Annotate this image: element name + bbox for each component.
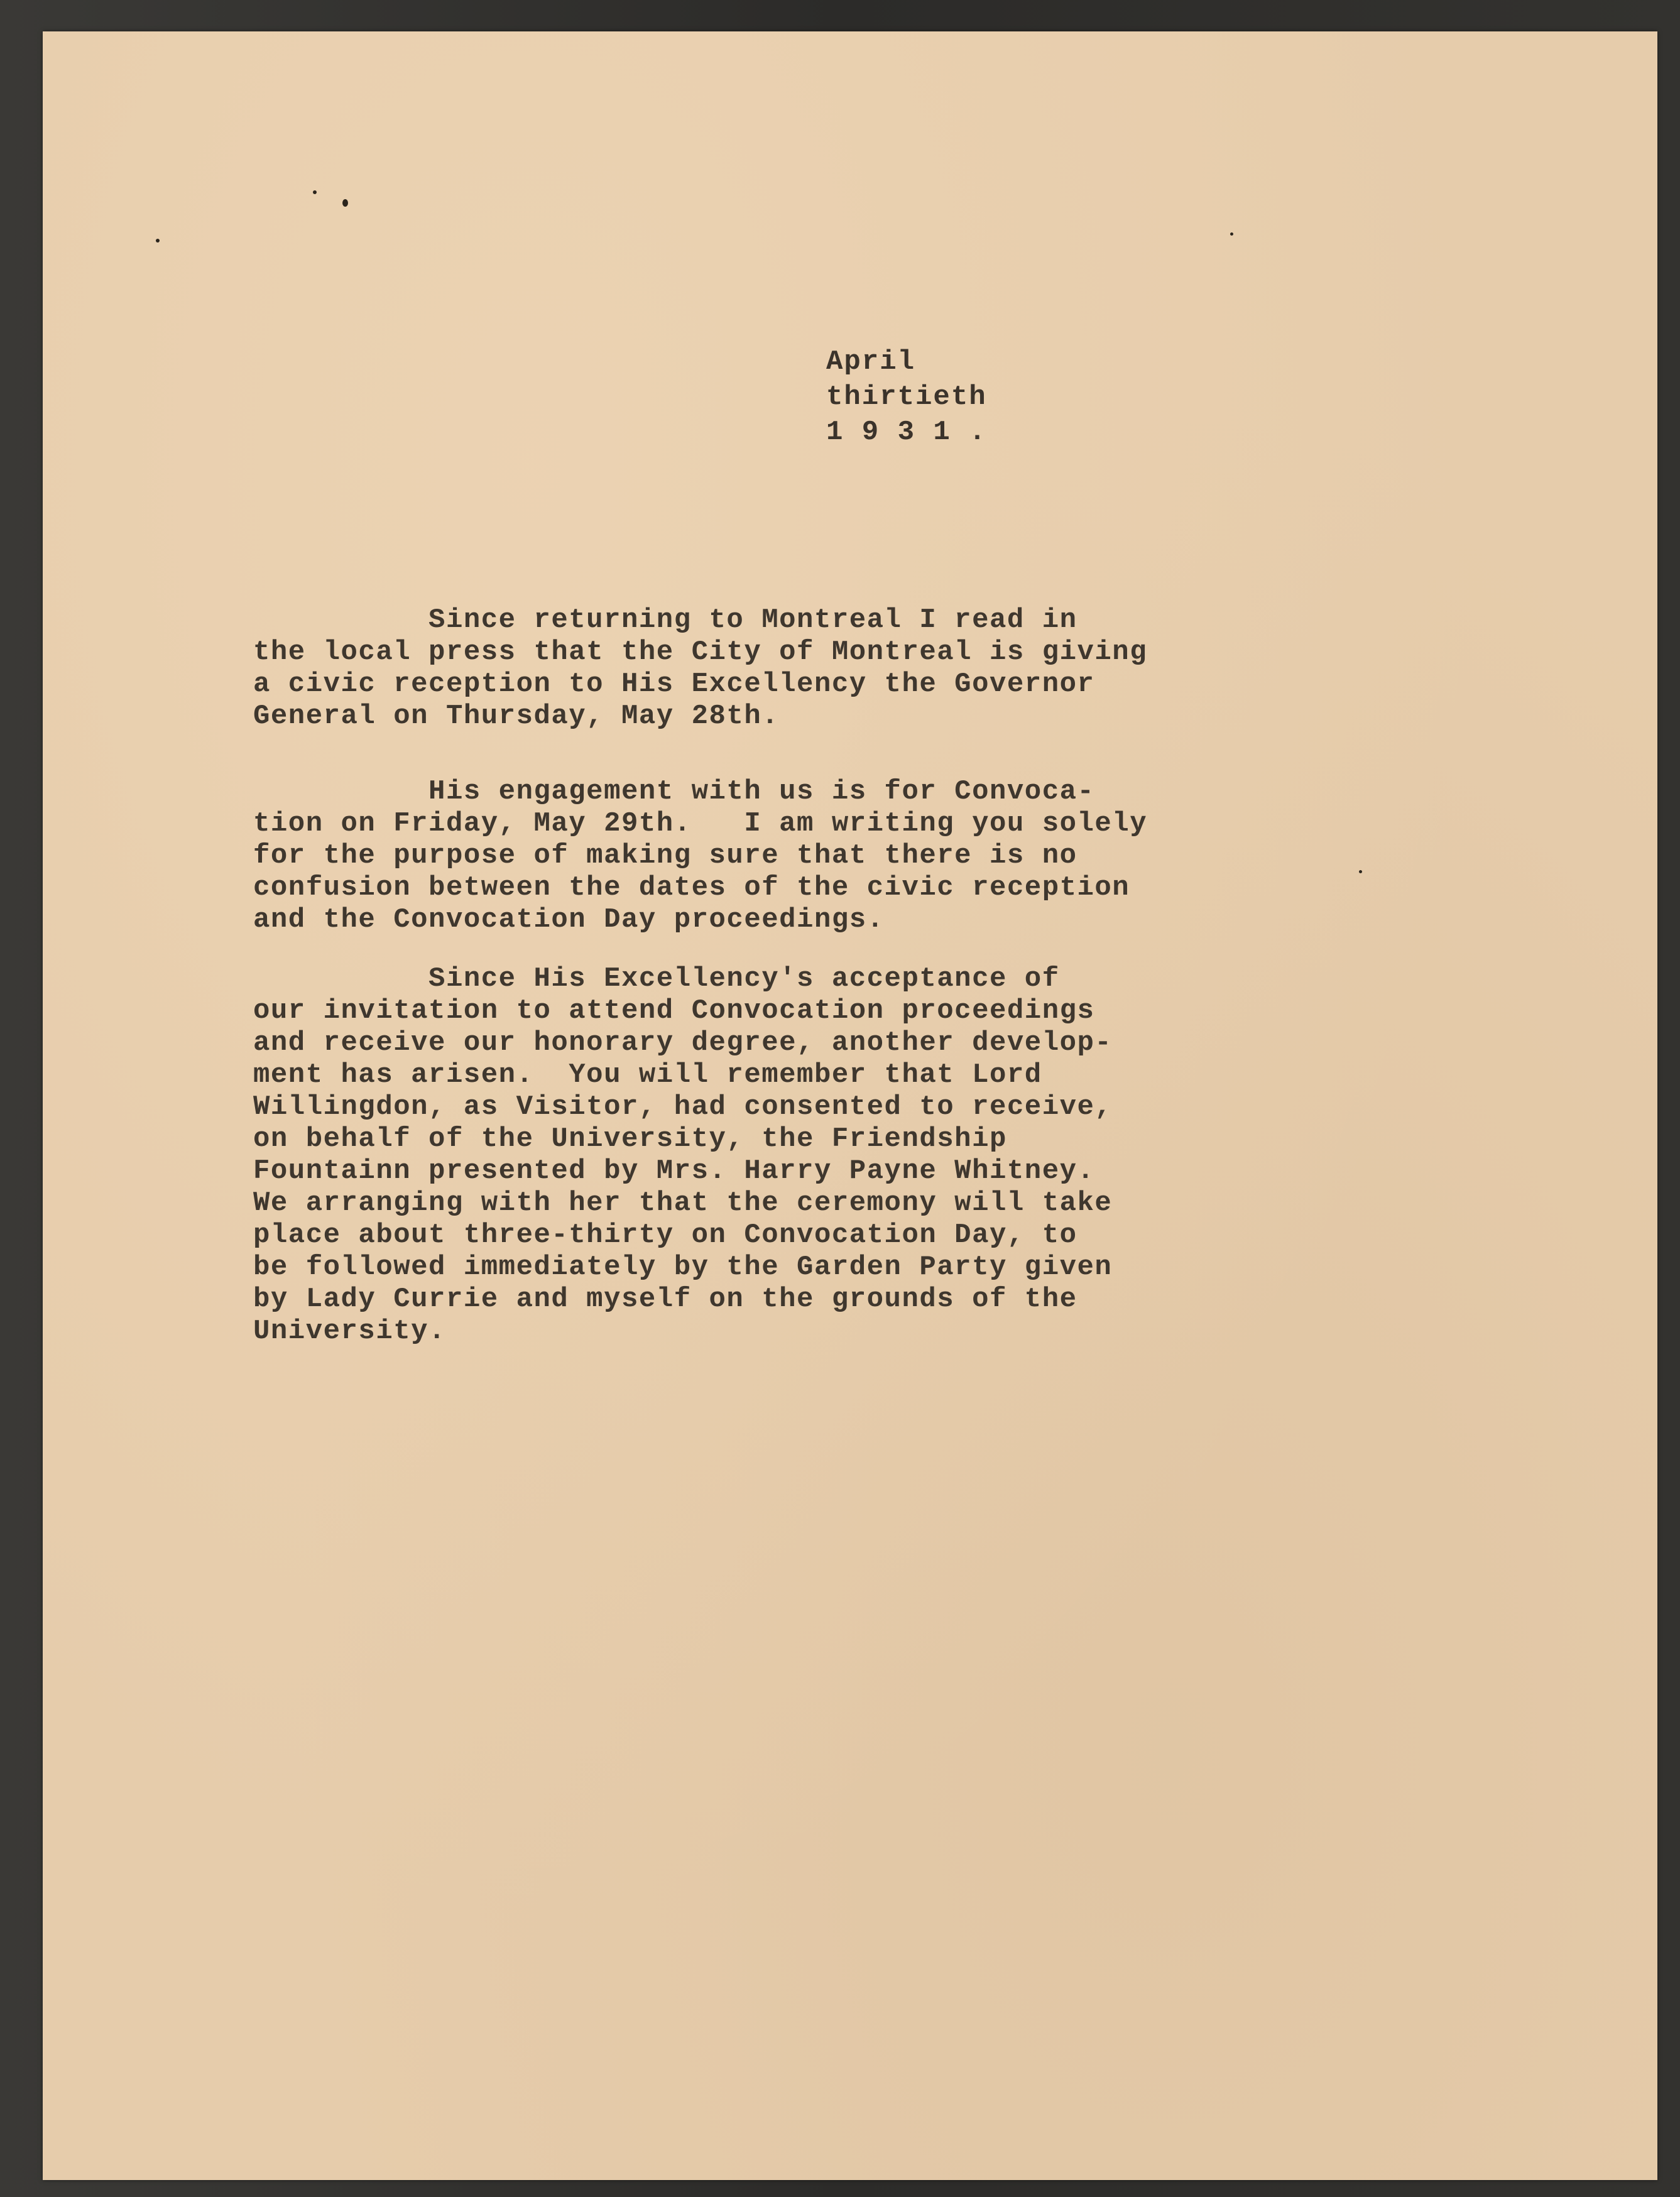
text-line: General on Thursday, May 28th. [253, 701, 780, 732]
text-line: Fountainn presented by Mrs. Harry Payne Whitney. [253, 1155, 1095, 1187]
paragraph-1 [253, 604, 1510, 733]
date-day: thirtieth [826, 381, 987, 413]
text-line: Since His Excellency's acceptance of [253, 963, 1060, 995]
text-line: Willingdon, as Visitor, had consented to receive, [253, 1091, 1113, 1123]
text-line: the local press that the City of Montreal is giving [253, 636, 1148, 668]
text-line: by Lady Currie and myself on the grounds of the [253, 1284, 1077, 1315]
text-line: and the Convocation Day proceedings. [253, 904, 885, 935]
text-line: tion on Friday, May 29th. I am writing you solely [253, 808, 1148, 839]
date-month: April [826, 346, 916, 378]
text-line: ment has arisen. You will remember that Lord [253, 1059, 1042, 1091]
date-year: 1 9 3 1 . [826, 417, 987, 448]
text-line: be followed immediately by the Garden Party given [253, 1251, 1113, 1283]
text-line: a civic reception to His Excellency the Governor [253, 668, 1095, 700]
text-line: University. [253, 1316, 446, 1347]
text-line: place about three-thirty on Convocation Day, to [253, 1219, 1077, 1251]
text-line: and receive our honorary degree, another develop- [253, 1027, 1113, 1059]
ink-speck [342, 199, 348, 207]
text-line: His engagement with us is for Convoca- [253, 776, 1095, 807]
ink-speck [156, 239, 160, 243]
text-line: We arranging with her that the ceremony will take [253, 1187, 1113, 1219]
paragraph-3 [253, 963, 1510, 1348]
text-line: for the purpose of making sure that there is no [253, 840, 1077, 871]
text-line: Since returning to Montreal I read in [253, 604, 1077, 636]
text-line: our invitation to attend Convocation proceedings [253, 995, 1095, 1027]
text-line: on behalf of the University, the Friendship [253, 1123, 1007, 1155]
ink-speck [1230, 232, 1233, 236]
letter-date [826, 344, 987, 450]
text-line: confusion between the dates of the civic reception [253, 872, 1130, 903]
ink-speck [313, 190, 317, 194]
paragraph-2 [253, 776, 1510, 936]
